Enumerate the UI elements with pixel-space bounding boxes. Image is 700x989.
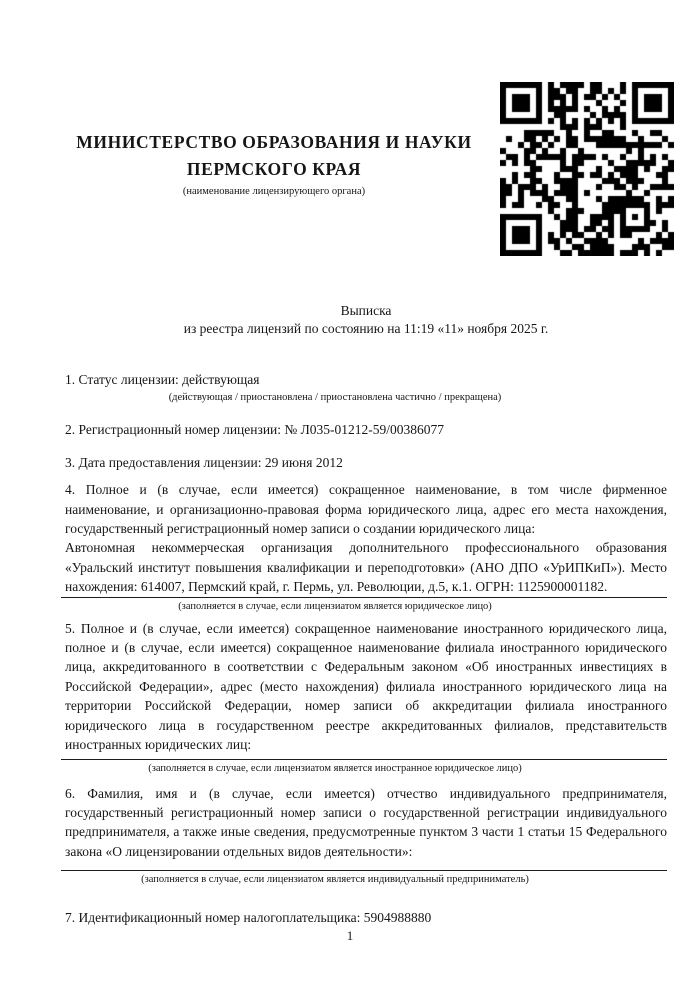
item-2-registration-number (65, 420, 667, 439)
individual-entrepreneur-caption: (заполняется в случае, если лицензиатом является индивидуальный предприниматель) (141, 874, 529, 886)
qr-code-icon (500, 82, 674, 256)
item-4-legal-entity-info (65, 480, 667, 614)
licensing-authority-caption: (наименование лицензирующего органа) (182, 186, 366, 197)
item-3-license-grant-date (65, 453, 667, 472)
legal-entity-caption: (заполняется в случае, если лицензиатом является юридическое лицо) (178, 600, 492, 612)
document-title-line1: Выписка (340, 303, 392, 318)
license-status-text: 1. Статус лицензии: действующая (65, 372, 260, 387)
individual-entrepreneur-question: 6. Фамилия, имя и (в случае, если имеется) отчество индивидуального предпринимателя, государственный регистрационный номер записи о государственной регистрации индивидуального предпринимателя, а также иные сведения, предусмотренные пунктом 3 части 1 статьи 15 Федерального закона «О лицензировании отдельных видов деятельности»: (65, 785, 667, 859)
item-5-foreign-entity-info (65, 619, 667, 777)
document-body (65, 302, 667, 928)
ministry-header (60, 129, 488, 199)
document-title-line2: из реестра лицензий по состоянию на 11:19 «11» ноября 2025 г. (183, 320, 549, 336)
legal-entity-question: 4. Полное и (в случае, если имеется) сокращенное наименование, в том числе фирменное наименование, и организационно-правовая форма юридического лица, адрес его места нахождения, государственный регистрационный номер записи о создании юридического лица: (65, 482, 667, 537)
foreign-entity-caption: (заполняется в случае, если лицензиатом является иностранное юридическое лицо) (148, 762, 522, 774)
status-options-caption: (действующая / приостановлена / приостановлена частично / прекращена) (168, 392, 502, 404)
ministry-name-line2: ПЕРМСКОГО КРАЯ (186, 159, 362, 179)
registration-number-text: 2. Регистрационный номер лицензии: № Л035-01212-59/00386077 (65, 422, 445, 438)
grant-date-text: 3. Дата предоставления лицензии: 29 июня 2012 (65, 454, 343, 470)
item-6-individual-entrepreneur-info (65, 784, 667, 889)
taxpayer-number-text: 7. Идентификационный номер налогоплательщика: 5904988880 (65, 910, 432, 926)
ministry-name-line1: МИНИСТЕРСТВО ОБРАЗОВАНИЯ И НАУКИ (76, 132, 472, 152)
foreign-entity-question: 5. Полное и (в случае, если имеется) сокращенное наименование иностранного юридического лица, полное и (в случае, если имеется) сокращенное наименование филиала иностранного юридического лица, аккредитованного в соответствии с Федеральным законом «Об иностранных инвестициях в Российской Федерации», адрес (место нахождения) филиала иностранного юридического лица на территории Российской Федерации, номер записи об аккредитации филиала иностранного юридического лица в государственном реестре аккредитованных филиалов, представительств иностранных юридических лиц: (65, 620, 667, 753)
item-7-taxpayer-number (65, 908, 667, 927)
page-number: 1 (346, 928, 354, 943)
item-1-license-status (65, 370, 667, 406)
document-title (65, 302, 667, 337)
legal-entity-answer: Автономная некоммерческая организация дополнительного профессионального образования «Уральский институт повышения квалификации и переподготовки» (АНО ДПО «УрИПКиП»). Место нахождения: 614007, Пермский край, г. Пермь, ул. Революции, д.5, к.1. ОГРН: 1125900001182. (65, 540, 667, 595)
